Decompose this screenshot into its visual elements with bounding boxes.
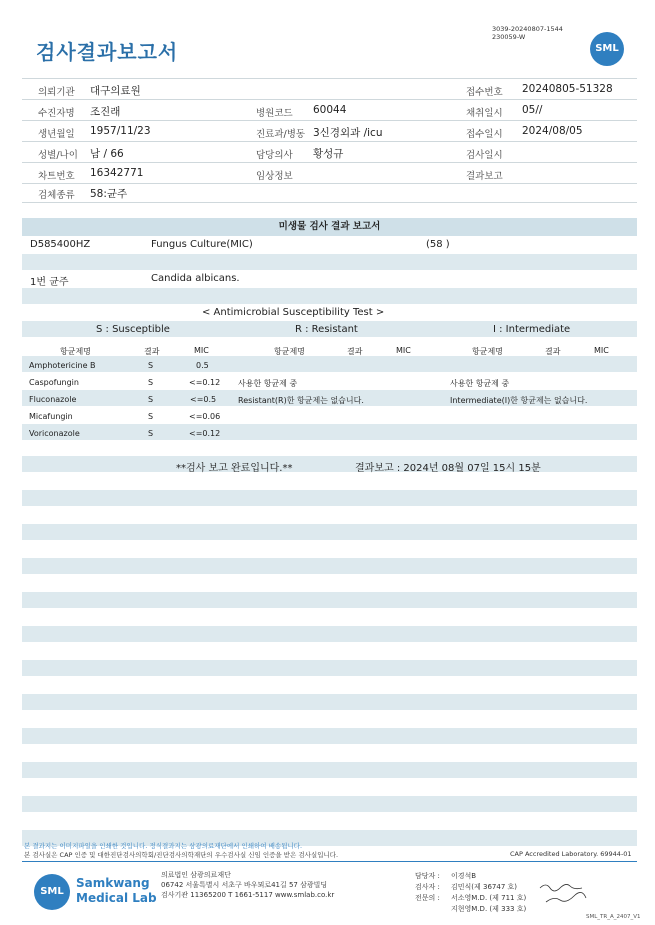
form-code: SML_TR_A_2407_V1	[586, 914, 641, 920]
staff-label: 담당자 :	[415, 872, 440, 880]
doctor-label: 담당의사	[256, 150, 293, 161]
collect-date-value: 05//	[522, 104, 543, 116]
name-value: 조진래	[90, 106, 121, 118]
drug-mic: <=0.06	[189, 412, 221, 421]
intermediate-note-2: Intermediate(I)한 항균제는 없습니다.	[450, 396, 588, 405]
intermediate-note-1: 사용한 항균제 중	[450, 379, 510, 388]
isolate-label: 1번 균주	[30, 277, 69, 288]
specimen-label: 검체종류	[38, 190, 75, 201]
cap-accreditation: CAP Accredited Laboratory. 69944-01	[510, 850, 632, 858]
drug-name: Caspofungin	[29, 378, 79, 387]
resistant-note-2: Resistant(R)한 항균제는 없습니다.	[238, 396, 364, 405]
col-mic: MIC	[594, 346, 609, 355]
sml-logo: SML	[590, 32, 624, 66]
test-code: D585400HZ	[30, 239, 91, 250]
collect-date-label: 채취일시	[466, 108, 503, 119]
chart-no-value: 16342771	[90, 167, 144, 179]
footer-logo: SML	[34, 874, 70, 910]
test-date-label: 검사일시	[466, 150, 503, 161]
receipt-no-value: 20240805-51328	[522, 83, 613, 95]
print-notice: 본 결과지는 이미지파일을 인쇄한 것입니다. 정식결과지는 삼광의료재단에서 인쇄하여 배송됩니다.	[24, 842, 303, 850]
birth-value: 1957/11/23	[90, 125, 151, 137]
drug-name: Amphotericine B	[29, 361, 96, 370]
brand-line2: Medical Lab	[76, 891, 157, 905]
drug-result: S	[148, 429, 154, 438]
report-time: 결과보고 : 2024년 08월 07일 15시 15분	[355, 463, 541, 474]
clinical-label: 임상정보	[256, 171, 293, 182]
drug-name: Fluconazole	[29, 395, 77, 404]
name-label: 수진자명	[38, 108, 75, 119]
legend-susceptible: S : Susceptible	[96, 324, 170, 335]
hospital-code-value: 60044	[313, 104, 347, 116]
organism: Candida albicans.	[151, 273, 240, 284]
drug-mic: <=0.12	[189, 378, 221, 387]
drug-result: S	[148, 361, 154, 370]
ast-title: < Antimicrobial Susceptibility Test >	[202, 307, 385, 318]
org-address: 06742 서울특별시 서초구 바우뫼로41길 57 삼광빌딩	[161, 881, 328, 889]
chart-no-label: 차트번호	[38, 171, 75, 182]
brand-name	[76, 876, 157, 906]
institution-label: 의뢰기관	[38, 87, 75, 98]
accreditation-notice: 본 검사실은 CAP 인증 및 대한진단검사의학회/진단검사의학재단의 우수검사실 신임 인증을 받은 검사실입니다.	[24, 851, 339, 859]
test-num: (58 )	[426, 239, 450, 250]
page-title: 검사결과보고서	[36, 40, 179, 64]
col-drug: 항균제명	[472, 347, 503, 356]
drug-result: S	[148, 378, 154, 387]
receipt-date-value: 2024/08/05	[522, 125, 583, 137]
col-mic: MIC	[194, 346, 209, 355]
resistant-note-1: 사용한 항균제 중	[238, 379, 298, 388]
result-report-label: 결과보고	[466, 171, 503, 182]
sex-age-value: 남 / 66	[90, 148, 124, 160]
dept-label: 진료과/병동	[256, 129, 306, 140]
institution-value: 대구의료원	[90, 85, 141, 97]
report-complete-text: **검사 보고 완료입니다.**	[176, 463, 293, 474]
org-contact: 검사기관 11365200 T 1661-5117 www.smlab.co.kr	[161, 891, 335, 899]
doctor-value: 황성규	[313, 148, 344, 160]
legend-resistant: R : Resistant	[295, 324, 358, 335]
drug-mic: <=0.12	[189, 429, 221, 438]
tester-label: 검사자 :	[415, 883, 440, 891]
micro-section-title: 미생물 검사 결과 보고서	[278, 221, 381, 232]
drug-result: S	[148, 395, 154, 404]
org-name: 의료법인 삼광의료재단	[161, 871, 231, 879]
specialist-1: 서소영M.D. (제 711 호)	[451, 894, 527, 902]
col-drug: 항균제명	[60, 347, 91, 356]
specialist-label: 전문의 :	[415, 894, 440, 902]
staff-name: 이경석B	[451, 872, 477, 880]
specimen-value: 58:균주	[90, 188, 128, 200]
tester-name: 김민식(제 36747 호)	[451, 883, 517, 891]
drug-mic: 0.5	[196, 361, 209, 370]
col-result: 결과	[144, 347, 160, 356]
brand-line1: Samkwang	[76, 876, 150, 890]
specialist-2: 지현영M.D. (제 333 호)	[451, 905, 527, 913]
receipt-date-label: 접수일시	[466, 129, 503, 140]
drug-result: S	[148, 412, 154, 421]
report-code	[492, 25, 563, 41]
col-result: 결과	[347, 347, 363, 356]
org-info	[161, 870, 334, 900]
hospital-code-label: 병원코드	[256, 108, 293, 119]
drug-name: Voriconazole	[29, 429, 80, 438]
report-code-line1: 3039-20240807-1544	[492, 25, 563, 33]
legend-intermediate: I : Intermediate	[493, 324, 571, 335]
drug-name: Micafungin	[29, 412, 73, 421]
col-mic: MIC	[396, 346, 411, 355]
birth-label: 생년월일	[38, 129, 75, 140]
sex-age-label: 성별/나이	[38, 150, 78, 161]
col-drug: 항균제명	[274, 347, 305, 356]
drug-mic: <=0.5	[190, 395, 217, 404]
micro-section-header	[22, 218, 637, 236]
dept-value: 3신경외과 /icu	[313, 127, 383, 139]
receipt-no-label: 접수번호	[466, 87, 503, 98]
report-code-line2: 230059-W	[492, 33, 526, 41]
signatures	[536, 878, 596, 908]
test-name: Fungus Culture(MIC)	[151, 239, 253, 250]
col-result: 결과	[545, 347, 561, 356]
